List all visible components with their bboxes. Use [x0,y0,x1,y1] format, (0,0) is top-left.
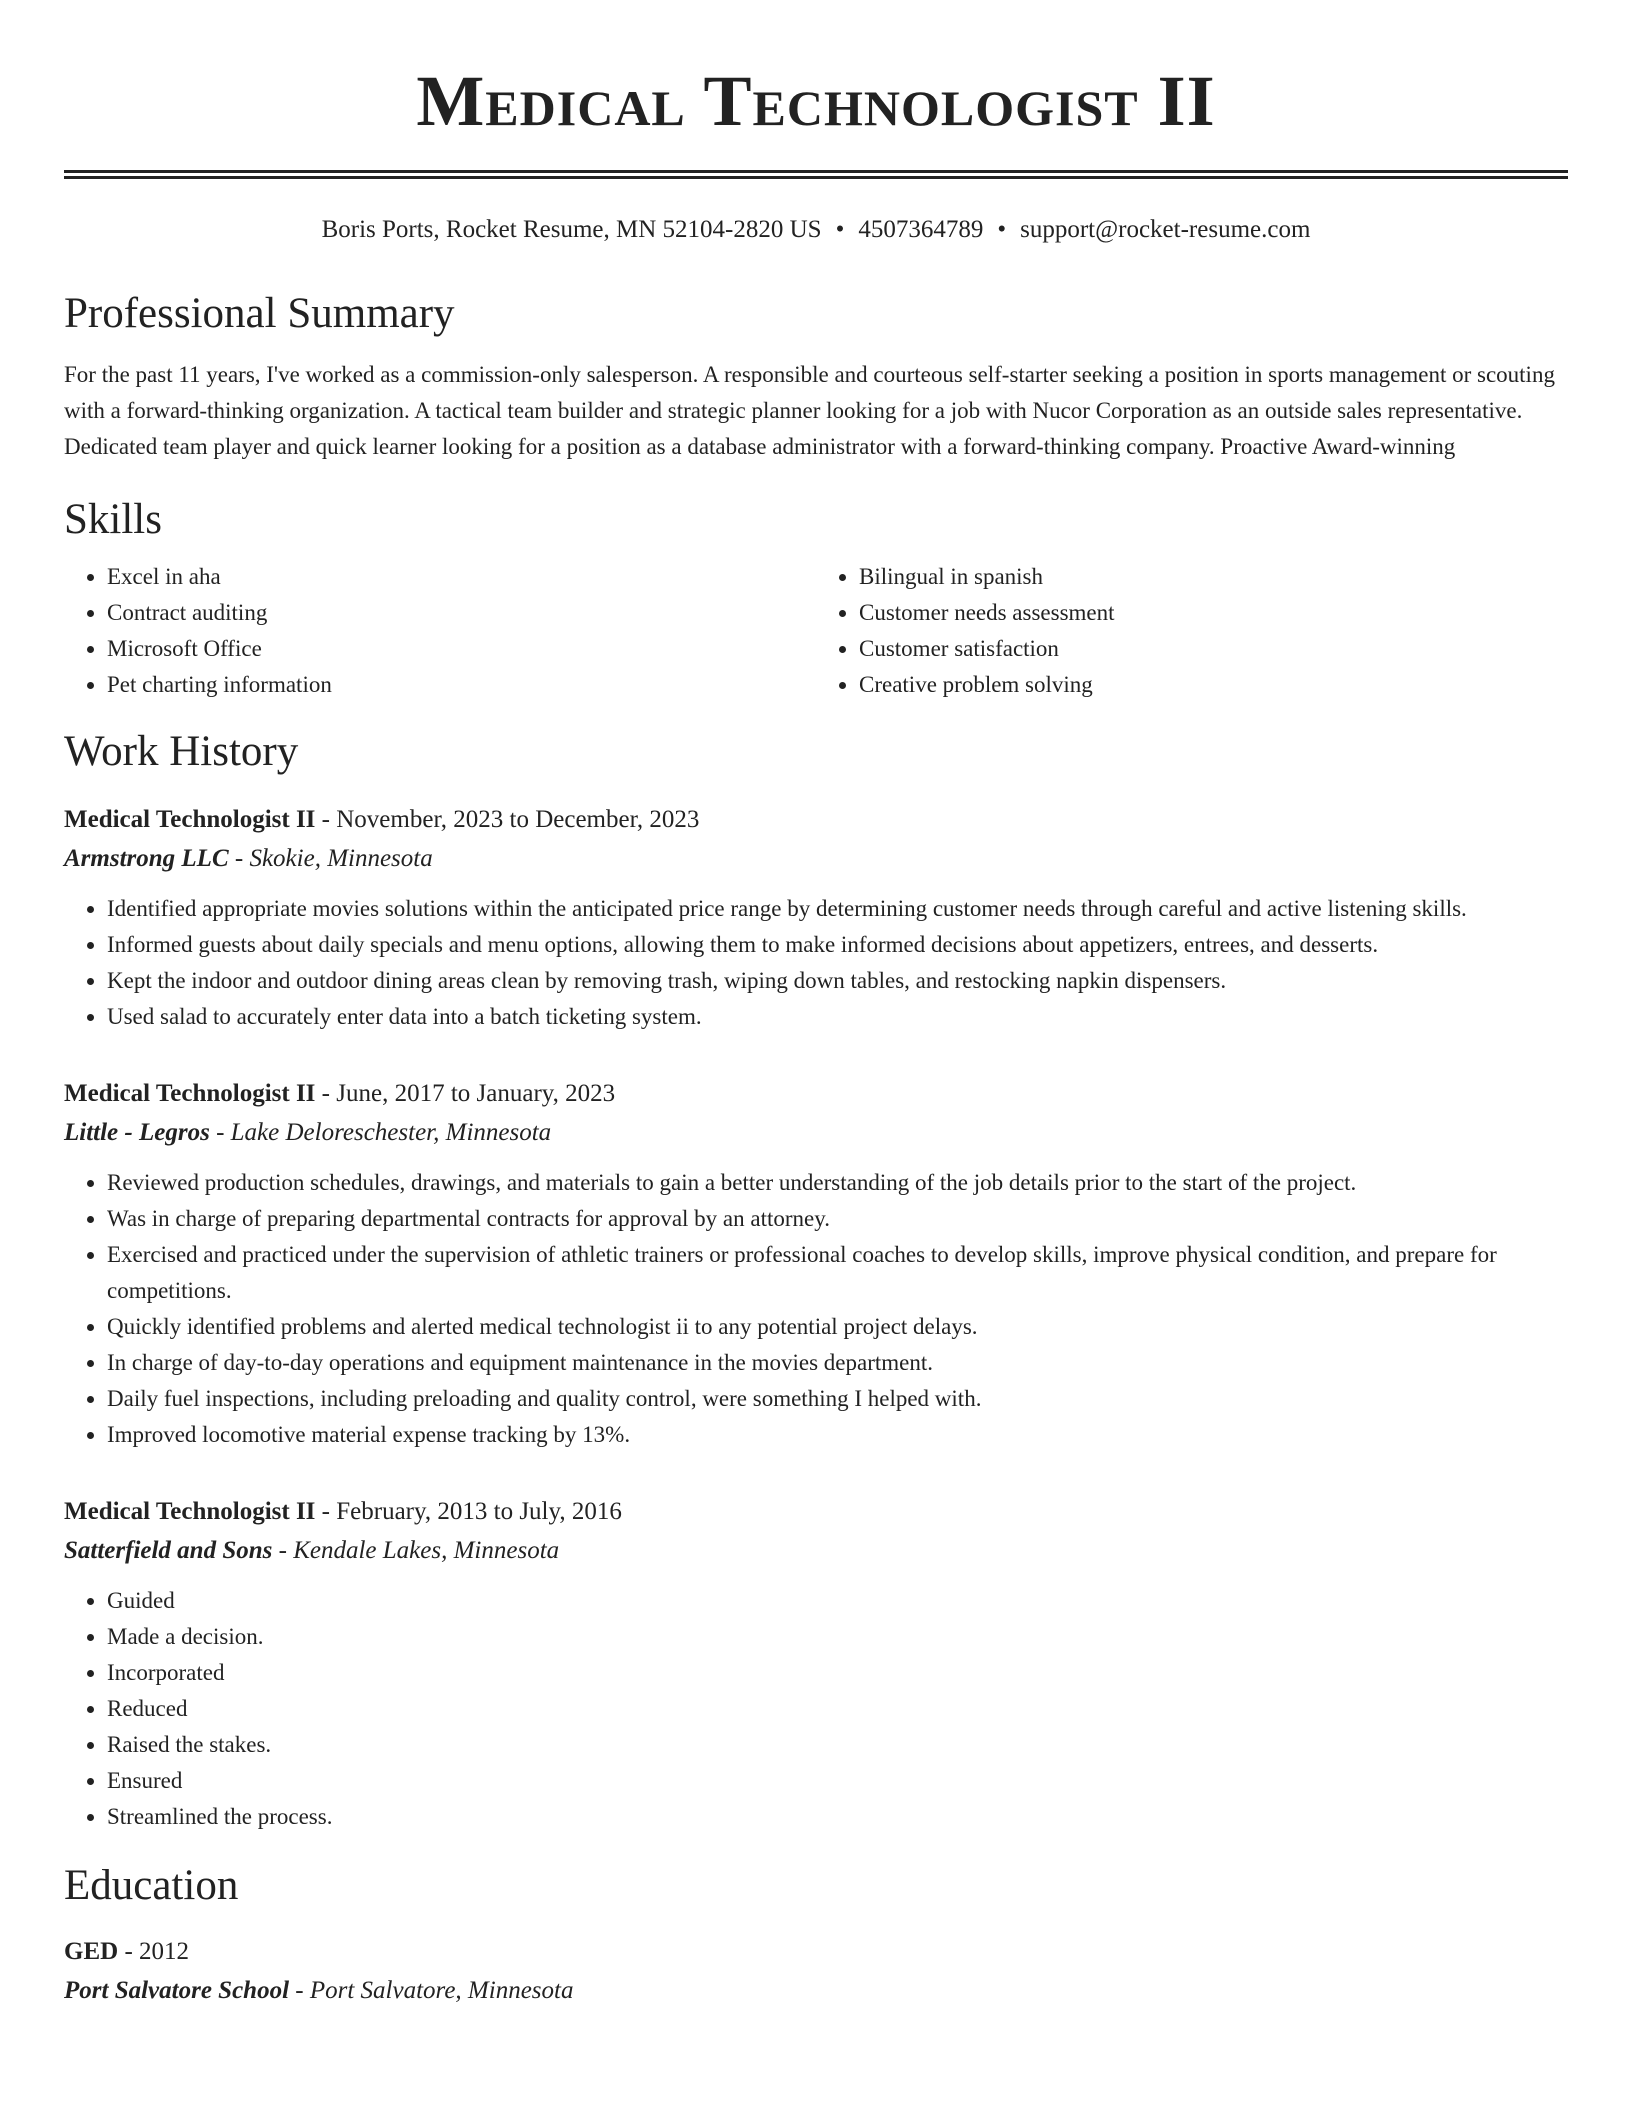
summary-text: For the past 11 years, I've worked as a commission-only salesperson. A responsible and courteous self-starter seeking a position in sports management or scouting with a forward-thinking organization. A tactical team builder and strategic planner looking for a job with Nucor Corporation as an outside sales representative. Dedicated team player and quick learner looking for a position as a database administrator with a forward-thinking company. Proactive Award-winning [64,362,1555,459]
education-year: 2012 [139,1938,190,1965]
education-school: Port Salvatore School [64,1977,290,2004]
job-employer [64,839,1568,879]
job-bullets [64,891,1568,1035]
job-location: Kendale Lakes, Minnesota [293,1537,560,1564]
skills-section [64,493,1568,703]
education-entry [64,1933,1568,2011]
job-dash: - [315,1080,337,1107]
job-bullet: • Exercised and practiced under the supervision of athletic trainers or professional coaches to develop skills, improve physical condition, and prepare for competitions. [107,1237,1568,1309]
job-company: Little - Legros [64,1119,210,1146]
job-dash: - [228,845,250,872]
summary-section [64,287,1568,465]
job-bullet: • Guided [107,1583,1568,1619]
job-bullet: • Reduced [107,1691,1568,1727]
skills-heading: Skills [64,496,162,543]
job-bullet: • Streamlined the process. [107,1799,1568,1835]
education-dash: - [118,1938,140,1965]
contact-address: Boris Ports, Rocket Resume, MN 52104-2820 US [321,216,822,243]
education-header [64,1933,1568,1971]
job-bullet: • Made a decision. [107,1619,1568,1655]
job-bullet: • Raised the stakes. [107,1727,1568,1763]
skill-item: • Customer satisfaction [859,631,1568,667]
skills-grid [64,559,1568,703]
skills-list-right [816,559,1568,703]
contact-separator: • [997,216,1007,243]
job-dash: - [315,1498,337,1525]
work-history-heading: Work History [64,728,299,775]
skill-item: • Pet charting information [107,667,816,703]
job-role: Medical Technologist II [64,1080,316,1107]
job-bullet: • Incorporated [107,1655,1568,1691]
job-bullet: • Identified appropriate movies solutions within the anticipated price range by determining customer needs through careful and active listening skills. [107,891,1568,927]
job-dash: - [272,1537,294,1564]
job-role: Medical Technologist II [64,1498,316,1525]
job-bullet: • Improved locomotive material expense tracking by 13%. [107,1417,1568,1453]
skill-item: • Creative problem solving [859,667,1568,703]
resume-title: Medical Technologist II [416,61,1216,141]
skill-item: • Customer needs assessment [859,595,1568,631]
job-company: Satterfield and Sons [64,1537,273,1564]
skill-item: • Excel in aha [107,559,816,595]
job-dash: - [209,1119,231,1146]
contact-separator: • [835,216,845,243]
title-double-rule [64,170,1568,179]
job-dates: June, 2017 to January, 2023 [336,1080,616,1107]
job-bullet: • In charge of day-to-day operations and equipment maintenance in the movies department. [107,1345,1568,1381]
skill-item: • Bilingual in spanish [859,559,1568,595]
job-employer [64,1531,1568,1571]
job-header [64,1493,1568,1531]
job-bullet: • Reviewed production schedules, drawings, and materials to gain a better understanding of the job details prior to the start of the project. [107,1165,1568,1201]
job-entry [64,1075,1568,1453]
job-bullet: • Was in charge of preparing departmental contracts for approval by an attorney. [107,1201,1568,1237]
job-dates: November, 2023 to December, 2023 [336,806,700,833]
contact-line [64,213,1568,247]
job-header [64,1075,1568,1113]
job-bullet: • Daily fuel inspections, including preloading and quality control, were something I helped with. [107,1381,1568,1417]
education-institution [64,1971,1568,2011]
education-dash: - [289,1977,310,2004]
job-bullet: • Informed guests about daily specials and menu options, allowing them to make informed decisions about appetizers, entrees, and desserts. [107,927,1568,963]
education-heading: Education [64,1862,239,1909]
job-dates: February, 2013 to July, 2016 [336,1498,622,1525]
job-bullet: • Kept the indoor and outdoor dining areas clean by removing trash, wiping down tables, and restocking napkin dispensers. [107,963,1568,999]
work-history-section [64,725,1568,1835]
job-header [64,801,1568,839]
summary-heading: Professional Summary [64,290,455,337]
job-location: Lake Deloreschester, Minnesota [230,1119,552,1146]
skill-item: • Contract auditing [107,595,816,631]
education-degree: GED [64,1938,119,1965]
job-role: Medical Technologist II [64,806,316,833]
job-entry [64,801,1568,1035]
job-entry [64,1493,1568,1835]
job-bullet: • Quickly identified problems and alerted medical technologist ii to any potential project delays. [107,1309,1568,1345]
contact-email: support@rocket-resume.com [1020,216,1311,243]
education-section [64,1859,1568,2011]
skills-list-left [64,559,816,703]
job-employer [64,1113,1568,1153]
skill-item: • Microsoft Office [107,631,816,667]
job-dash: - [315,806,337,833]
education-location: Port Salvatore, Minnesota [309,1977,574,2004]
contact-phone: 4507364789 [858,216,984,243]
job-bullet: • Ensured [107,1763,1568,1799]
job-bullet: • Used salad to accurately enter data into a batch ticketing system. [107,999,1568,1035]
job-bullets [64,1165,1568,1453]
job-company: Armstrong LLC [64,845,229,872]
job-bullets [64,1583,1568,1835]
job-location: Skokie, Minnesota [249,845,433,872]
